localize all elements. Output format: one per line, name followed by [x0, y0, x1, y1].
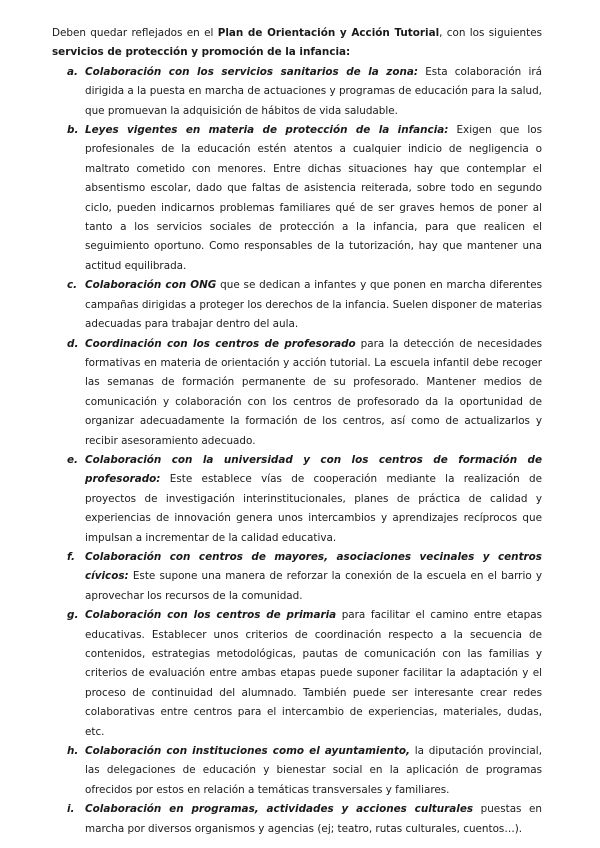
list-letter: d.: [67, 337, 79, 350]
item-title: Colaboración con la universidad y con los centros de formación de profesorado:: [85, 453, 542, 486]
intro-services-heading: servicios de protección y promoción de la infancia:: [52, 46, 351, 59]
item-title: Colaboración en programas, actividades y acciones culturales: [85, 803, 474, 816]
list-letter: h.: [67, 745, 79, 758]
item-body: que se dedican a infantes y que ponen en marcha diferentes campañas dirigidas a proteger los derechos de la infancia. Suelen disponer de materias adecuadas para trabajar dentro del aula.: [85, 279, 543, 331]
item-body: Esta colaboración irá dirigida a la puesta en marcha de actuaciones y programas de educación para la salud, que promuevan la adquisición de hábitos de vida saludable.: [85, 65, 542, 117]
list-item-b: [52, 121, 542, 276]
list-item-d: [52, 335, 542, 451]
item-title: Colaboración con centros de mayores, asociaciones vecinales y centros cívicos:: [85, 550, 542, 583]
intro-text-1: Deben quedar reflejados en el: [52, 27, 218, 39]
list-item-f: [52, 548, 542, 606]
list-letter: b.: [67, 124, 79, 137]
services-list: [52, 63, 542, 839]
list-item-a: [52, 63, 542, 121]
item-body: para la detección de necesidades formativas en materia de orientación y acción tutorial. La escuela infantil debe recoger las semanas de formación permanente de su profesorado. Mantener medios de comunicación y colaboración con los centros de profesorado da la oportunidad de organizar adecuadamente la formación de los centros, así como de actualizarlos y recibir asesoramiento adecuado.: [85, 337, 542, 447]
intro-paragraph: [52, 24, 542, 63]
document-page: [52, 24, 542, 839]
item-body: la diputación provincial, las delegaciones de educación y bienestar social en la aplicación de programas ofrecidos por estos en relación a temáticas transversales y familiares.: [85, 745, 542, 796]
item-body: Este supone una manera de reforzar la conexión de la escuela en el barrio y aprovechar los recursos de la comunidad.: [85, 570, 542, 602]
item-title: Colaboración con ONG: [85, 279, 217, 292]
list-letter: f.: [67, 550, 75, 563]
item-body: Este establece vías de cooperación mediante la realización de proyectos de investigación interinstitucionales, planes de práctica de calidad y experiencias de innovación genera unos intercambios y aprendizajes recíprocos que impulsan a incrementar de la calidad educativa.: [85, 473, 542, 544]
list-letter: i.: [67, 803, 75, 816]
list-letter: a.: [67, 65, 78, 78]
list-letter: c.: [67, 279, 78, 292]
item-title: Coordinación con los centros de profesorado: [85, 337, 356, 350]
item-title: Colaboración con los servicios sanitarios de la zona:: [85, 65, 419, 78]
intro-text-2: , con los siguientes: [439, 27, 542, 39]
item-title: Colaboración con instituciones como el ayuntamiento,: [85, 745, 410, 758]
item-title: Colaboración con los centros de primaria: [85, 609, 337, 622]
list-letter: g.: [67, 609, 79, 622]
item-title: Leyes vigentes en materia de protección de la infancia:: [85, 124, 449, 137]
list-item-h: [52, 742, 542, 800]
item-body: para facilitar el camino entre etapas educativas. Establecer unos criterios de coordinación respecto a la secuencia de contenidos, estrategias metodológicas, pautas de comunicación con las familias y criterios de evaluación entre ambas etapas puede suponer facilitar la adaptación y el proceso de continuidad del alumnado. También puede ser interesante crear redes colaborativas entre centros para el intercambio de experiencias, materiales, dudas, etc.: [85, 609, 542, 738]
list-letter: e.: [67, 453, 78, 466]
list-item-g: [52, 606, 542, 742]
list-item-c: [52, 276, 542, 334]
intro-plan-title: Plan de Orientación y Acción Tutorial: [217, 27, 440, 39]
item-body: puestas en marcha por diversos organismos y agencias (ej; teatro, rutas culturales, cuentos…).: [85, 803, 542, 835]
item-body: Exigen que los profesionales de la educación estén atentos a cualquier indicio de negligencia o maltrato cometido con menores. Entre dichas situaciones hay que contemplar el absentismo escolar, dado que faltas de asistencia reiterada, sobre todo en segundo ciclo, pueden indicarnos problemas familiares qué de ser graves hemos de poner al tanto a los servicios sociales de protección a la infancia, para que realicen el seguimiento oportuno. Como responsables de la tutorización, hay que mantener una actitud equilibrada.: [85, 124, 542, 272]
list-item-i: [52, 800, 542, 839]
list-item-e: [52, 451, 542, 548]
